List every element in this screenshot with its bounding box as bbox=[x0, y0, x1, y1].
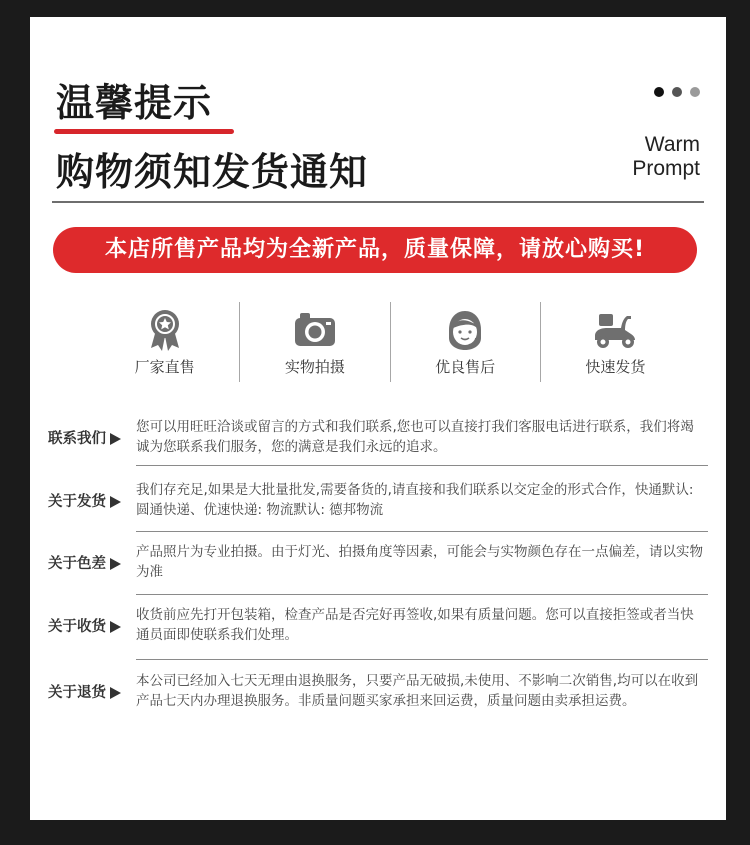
notice-text: 产品照片为专业拍摄。由于灯光、拍摄角度等因素，可能会与实物颜色存在一点偏差，请以实物为准 bbox=[136, 544, 703, 580]
dot-1 bbox=[654, 87, 664, 97]
customer-service-icon bbox=[391, 308, 540, 352]
camera-icon bbox=[240, 308, 389, 352]
feature-fast-delivery bbox=[540, 302, 690, 382]
arrow-right-icon bbox=[110, 496, 121, 508]
notice-returns bbox=[48, 671, 708, 711]
notice-receiving bbox=[48, 605, 708, 645]
notice-shipping bbox=[48, 480, 708, 520]
notice-divider bbox=[136, 659, 708, 660]
arrow-right-icon bbox=[110, 433, 121, 445]
warm-prompt-label bbox=[632, 133, 700, 181]
title-underline bbox=[54, 129, 234, 134]
arrow-right-icon bbox=[110, 558, 121, 570]
feature-label: 实物拍摄 bbox=[284, 358, 345, 376]
warm-text: Warm bbox=[644, 133, 700, 156]
prompt-text: Prompt bbox=[632, 157, 700, 180]
notice-heading: 关于退货 bbox=[48, 684, 106, 701]
quality-banner: 本店所售产品均为全新产品，质量保障，请放心购买! bbox=[53, 227, 697, 273]
scooter-icon bbox=[541, 308, 690, 352]
header-divider bbox=[52, 201, 704, 203]
feature-row bbox=[90, 302, 690, 382]
notice-contact bbox=[48, 417, 708, 457]
feature-label: 厂家直售 bbox=[134, 358, 195, 376]
notice-text: 我们存充足,如果是大批量批发,需要备货的,请直接和我们联系以交定金的形式合作，快通默认: 圆通快递、优速快递: 物流默认: 德邦物流 bbox=[136, 482, 694, 518]
notice-divider bbox=[136, 531, 708, 532]
notice-text: 您可以用旺旺洽谈或留言的方式和我们联系,您也可以直接打我们客服电话进行联系，我们将竭诚为您联系我们服务，您的满意是我们永远的追求。 bbox=[136, 419, 694, 455]
feature-real-photos bbox=[239, 302, 389, 382]
feature-after-sales bbox=[390, 302, 540, 382]
notice-heading-wrap bbox=[48, 615, 136, 636]
arrow-right-icon bbox=[110, 687, 121, 699]
notice-text: 本公司已经加入七天无理由退换服务，只要产品无破损,未使用、不影响二次销售,均可以在收到产品七天内办理退换服务。非质量问题买家承担来回运费，质量问题由卖承担运费。 bbox=[136, 673, 699, 709]
feature-factory-direct bbox=[90, 302, 239, 382]
notice-heading: 关于收货 bbox=[48, 618, 106, 635]
notice-heading-wrap bbox=[48, 427, 136, 448]
decor-dots bbox=[654, 87, 700, 97]
dot-3 bbox=[690, 87, 700, 97]
notice-heading-wrap bbox=[48, 681, 136, 702]
feature-label: 快速发货 bbox=[585, 358, 646, 376]
arrow-right-icon bbox=[110, 621, 121, 633]
notice-heading-wrap bbox=[48, 552, 136, 573]
medal-icon bbox=[90, 308, 239, 352]
page-subtitle: 购物须知发货通知 bbox=[56, 150, 369, 194]
notice-heading-wrap bbox=[48, 490, 136, 511]
notice-heading: 关于发货 bbox=[48, 493, 106, 510]
notice-text: 收货前应先打开包装箱，检查产品是否完好再签收,如果有质量问题。您可以直接拒签或者当快通员面即使联系我们处理。 bbox=[136, 607, 694, 643]
notice-heading: 联系我们 bbox=[48, 430, 106, 447]
page-title: 温馨提示 bbox=[56, 81, 213, 125]
feature-label: 优良售后 bbox=[435, 358, 496, 376]
dot-2 bbox=[672, 87, 682, 97]
notice-heading: 关于色差 bbox=[48, 555, 106, 572]
notice-divider bbox=[136, 594, 708, 595]
notice-divider bbox=[136, 465, 708, 466]
notice-color-difference bbox=[48, 542, 708, 582]
notice-card bbox=[30, 17, 726, 820]
